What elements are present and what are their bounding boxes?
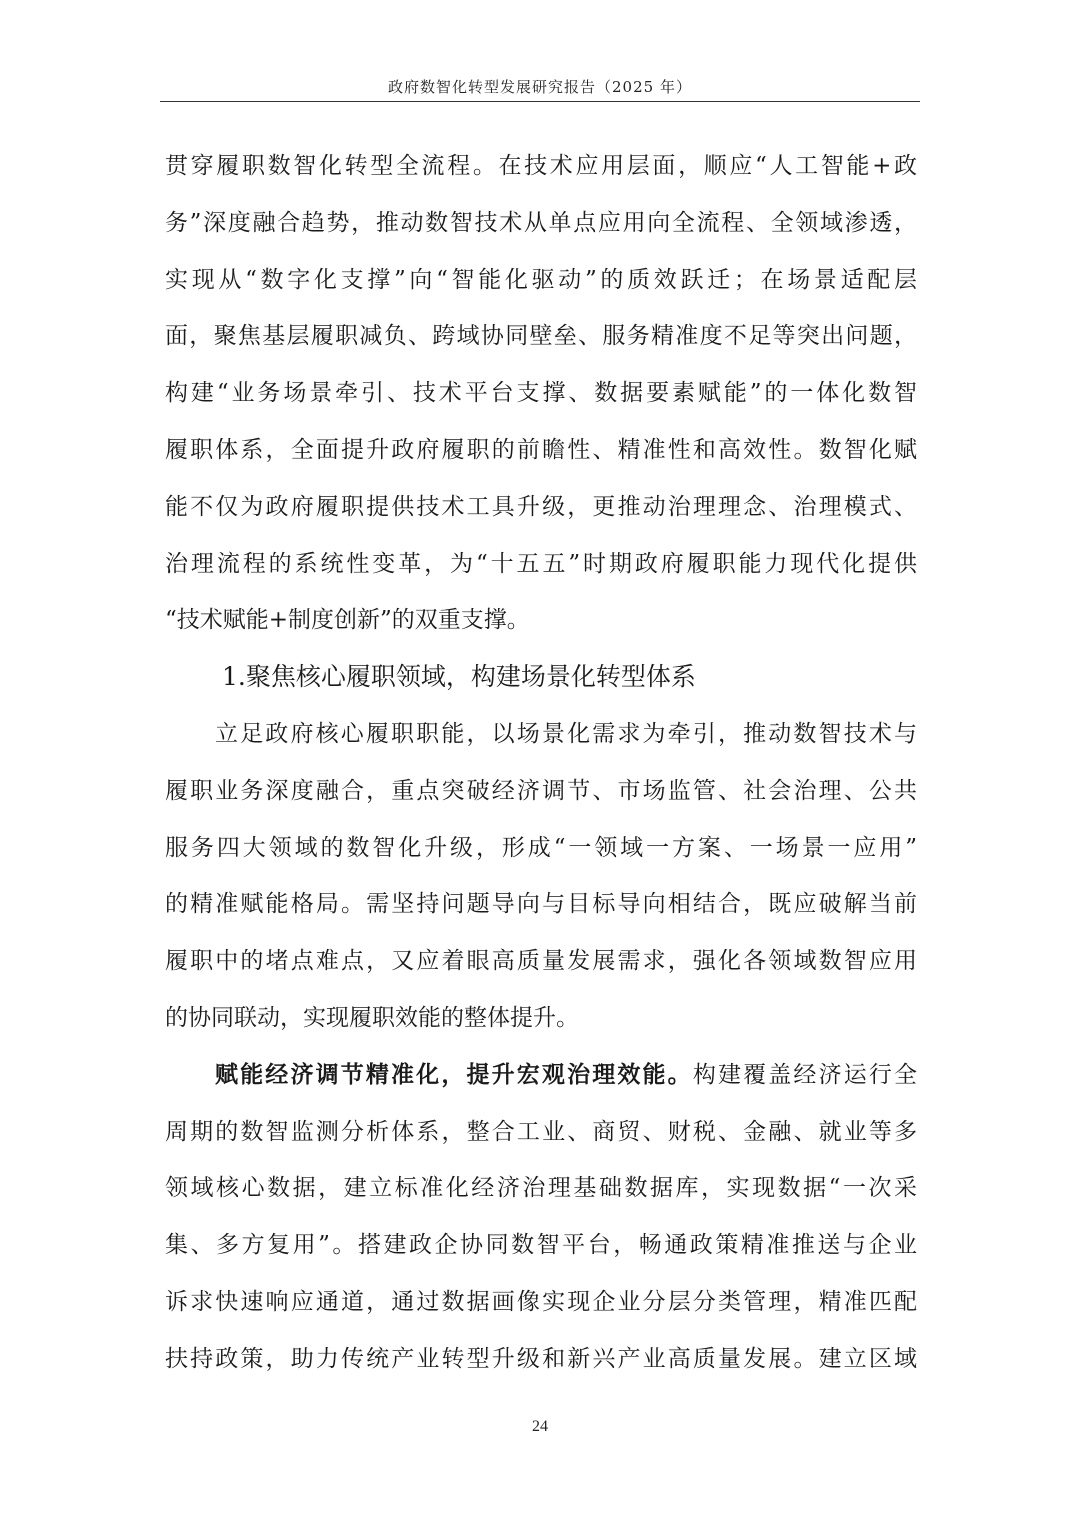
header-rule (160, 101, 920, 102)
paragraph-line: 履职业务深度融合，重点突破经济调节、市场监管、社会治理、公共 (165, 777, 917, 804)
section-heading: 1.聚焦核心履职领域，构建场景化转型体系 (222, 662, 696, 692)
paragraph-line: 履职体系，全面提升政府履职的前瞻性、精准性和高效性。数智化赋 (165, 436, 917, 463)
paragraph-line: 实现从“数字化支撑”向“智能化驱动”的质效跃迁；在场景适配层 (165, 266, 917, 293)
paragraph-line: 领域核心数据，建立标准化经济治理基础数据库，实现数据“一次采 (165, 1175, 917, 1202)
paragraph-line: 服务四大领域的数智化升级，形成“一领域一方案、一场景一应用” (165, 834, 917, 861)
paragraph-line: 诉求快速响应通道，通过数据画像实现企业分层分类管理，精准匹配 (165, 1288, 917, 1315)
running-header: 政府数智化转型发展研究报告（2025 年） (388, 78, 692, 96)
paragraph-lead-bold: 赋能经济调节精准化，提升宏观治理效能。 (215, 1060, 693, 1088)
paragraph-line: 集、多方复用”。搭建政企协同数智平台，畅通政策精准推送与企业 (165, 1232, 917, 1259)
paragraph-lead-rest: 构建覆盖经济运行全 (692, 1061, 918, 1088)
paragraph-line: 治理流程的系统性变革，为“十五五”时期政府履职能力现代化提供 (165, 550, 917, 577)
paragraph-line: 面，聚焦基层履职减负、跨域协同壁垒、服务精准度不足等突出问题， (165, 323, 917, 350)
paragraph-line: “技术赋能+制度创新”的双重支撑。 (165, 607, 530, 634)
paragraph-line: 周期的数智监测分析体系，整合工业、商贸、财税、金融、就业等多 (165, 1118, 917, 1145)
paragraph-line: 立足政府核心履职职能，以场景化需求为牵引，推动数智技术与 (215, 720, 917, 747)
paragraph-line: 的精准赋能格局。需坚持问题导向与目标导向相结合，既应破解当前 (165, 891, 917, 918)
paragraph-line: 的协同联动，实现履职效能的整体提升。 (165, 1004, 579, 1031)
document-body (165, 138, 917, 1388)
paragraph-line: 扶持政策，助力传统产业转型升级和新兴产业高质量发展。建立区域 (165, 1345, 917, 1372)
paragraph-line: 务”深度融合趋势，推动数智技术从单点应用向全流程、全领域渗透， (165, 209, 917, 236)
paragraph-line (165, 1047, 917, 1104)
paragraph-line: 构建“业务场景牵引、技术平台支撑、数据要素赋能”的一体化数智 (165, 380, 917, 407)
paragraph-line: 能不仅为政府履职提供技术工具升级，更推动治理理念、治理模式、 (165, 493, 917, 520)
paragraph-line: 履职中的堵点难点，又应着眼高质量发展需求，强化各领域数智应用 (165, 948, 917, 975)
page-number: 24 (532, 1418, 548, 1435)
paragraph-line: 贯穿履职数智化转型全流程。在技术应用层面，顺应“人工智能+政 (165, 153, 917, 179)
